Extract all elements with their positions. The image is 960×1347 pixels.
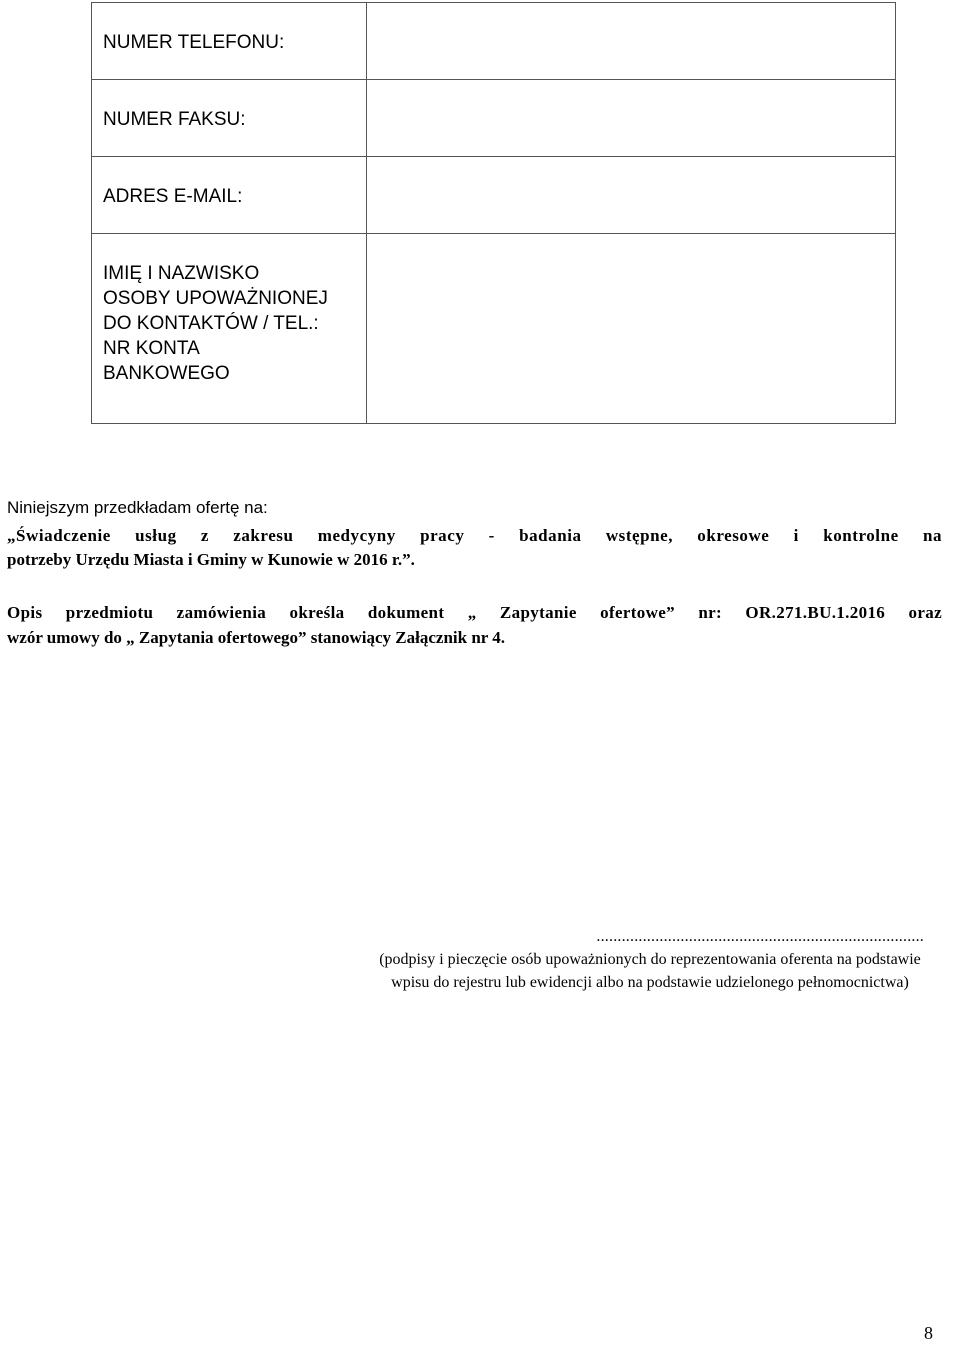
phone-label: NUMER TELEFONU: bbox=[103, 32, 285, 53]
email-label-cell bbox=[92, 157, 367, 234]
phone-label-cell bbox=[92, 3, 367, 80]
phone-value-cell[interactable] bbox=[367, 3, 896, 80]
email-value-cell[interactable] bbox=[367, 157, 896, 234]
fax-label: NUMER FAKSU: bbox=[103, 109, 246, 130]
fax-label-cell bbox=[92, 80, 367, 157]
order-description bbox=[7, 600, 942, 650]
contact-form-table bbox=[91, 2, 896, 424]
table-row bbox=[92, 157, 896, 234]
offer-subject bbox=[7, 524, 942, 572]
signature-caption-line: wpisu do rejestru lub ewidencji albo na podstawie udzielonego pełnomocnictwa) bbox=[391, 974, 909, 991]
signature-line: .............................................................................. bbox=[596, 928, 924, 945]
contact-person-value-cell[interactable] bbox=[367, 234, 896, 424]
contact-person-label-cell bbox=[92, 234, 367, 424]
description-line: Opis przedmiotu zamówienia określa dokument „ Zapytanie ofertowe” nr: OR.271.BU.1.2016 oraz bbox=[7, 603, 942, 622]
signature-caption-line: (podpisy i pieczęcie osób upoważnionych do reprezentowania oferenta na podstawie bbox=[379, 951, 921, 968]
label-line: BANKOWEGO bbox=[103, 363, 230, 384]
offer-subject-line: „Świadczenie usług z zakresu medycyny pracy - badania wstępne, okresowe i kontrolne na bbox=[7, 526, 942, 545]
label-line: NR KONTA bbox=[103, 338, 200, 359]
table-row bbox=[92, 80, 896, 157]
table-row bbox=[92, 234, 896, 424]
fax-value-cell[interactable] bbox=[367, 80, 896, 157]
page-number: 8 bbox=[924, 1323, 933, 1343]
label-line: OSOBY UPOWAŻNIONEJ bbox=[103, 288, 328, 309]
offer-subject-line: potrzeby Urzędu Miasta i Gminy w Kunowie w 2016 r.”. bbox=[7, 550, 415, 569]
email-label: ADRES E-MAIL: bbox=[103, 186, 243, 207]
signature-block bbox=[340, 925, 960, 994]
contact-person-label bbox=[92, 234, 366, 386]
table-row bbox=[92, 3, 896, 80]
label-line: DO KONTAKTÓW / TEL.: bbox=[103, 313, 319, 334]
offer-intro: Niniejszym przedkładam ofertę na: bbox=[7, 498, 268, 517]
label-line: IMIĘ I NAZWISKO bbox=[103, 263, 260, 284]
description-line: wzór umowy do „ Zapytania ofertowego” stanowiący Załącznik nr 4. bbox=[7, 628, 506, 647]
